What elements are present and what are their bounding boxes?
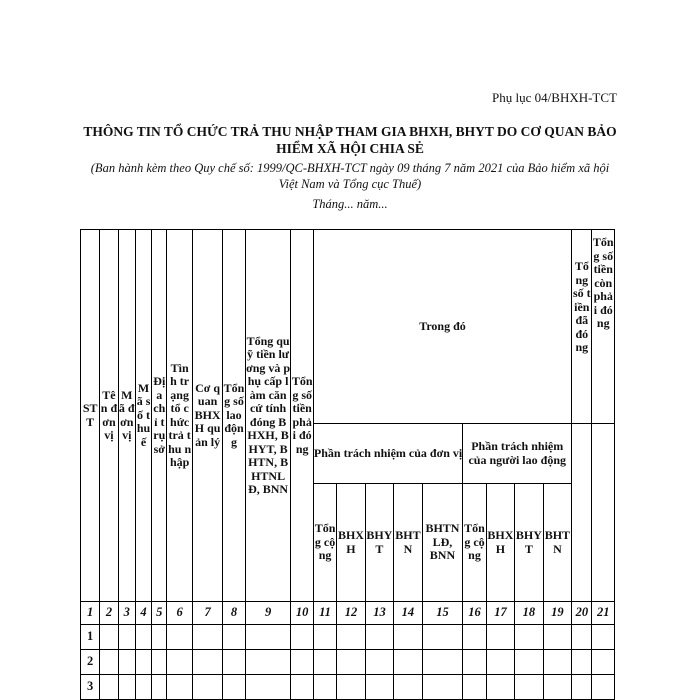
column-number: 19 [543, 602, 572, 625]
column-number: 17 [486, 602, 514, 625]
column-number: 10 [291, 602, 313, 625]
contribution-table [80, 229, 615, 700]
row-number: 3 [81, 675, 100, 700]
column-number: 3 [118, 602, 135, 625]
column-number: 15 [422, 602, 463, 625]
header-tong-so-tien-phai-dong: Tổng số tiền phải đóng [291, 230, 313, 602]
header-tong-so-tien-da-dong: Tổng số tiền đã đóng [572, 230, 592, 424]
column-number: 11 [313, 602, 336, 625]
header-tong-so-lao-dong: Tổng số lao động [223, 230, 245, 602]
column-number: 20 [572, 602, 592, 625]
column-number: 13 [365, 602, 393, 625]
header-stt: STT [81, 230, 100, 602]
reporting-period: Tháng... năm... [312, 197, 388, 211]
document-title: THÔNG TIN TỔ CHỨC TRẢ THU NHẬP THAM GIA BHXH, BHYT DO CƠ QUAN BẢO HIỂM XÃ HỘI CHIA SẺ [83, 124, 617, 156]
column-number: 21 [592, 602, 615, 625]
column-number: 8 [223, 602, 245, 625]
header-dia-chi-tru-so: Địa chỉ trụ sở [152, 230, 167, 602]
row-number: 2 [81, 650, 100, 675]
header-blank-20 [572, 424, 592, 602]
header-tong-quy-tien-luong: Tổng quỹ tiền lương và phụ cấp làm căn cứ tính đóng BHXH, BHYT, BHTN, BHTNLĐ, BNN [245, 230, 291, 602]
column-number: 12 [337, 602, 365, 625]
column-number: 9 [245, 602, 291, 625]
column-number-row [81, 602, 615, 625]
header-don-vi-bhtnld-bnn: BHTN LĐ, BNN [422, 484, 463, 602]
column-number: 16 [463, 602, 486, 625]
header-ten-don-vi: Tên đơn vị [100, 230, 118, 602]
header-don-vi-bhxh: BHXH [337, 484, 365, 602]
column-number: 2 [100, 602, 118, 625]
header-phan-don-vi: Phần trách nhiệm của đơn vị [313, 424, 462, 484]
header-nld-bhyt: BHYT [515, 484, 543, 602]
table-row [81, 625, 615, 650]
header-ma-so-thue: Mã số thuế [135, 230, 151, 602]
table-row [81, 675, 615, 700]
column-number: 7 [192, 602, 223, 625]
header-nld-bhtn: BHTN [543, 484, 572, 602]
header-don-vi-bhyt: BHYT [365, 484, 393, 602]
column-number: 5 [152, 602, 167, 625]
column-number: 6 [167, 602, 192, 625]
header-nld-bhxh: BHXH [486, 484, 514, 602]
document-subtitle: (Ban hành kèm theo Quy chế số: 1999/QC-BHXH-TCT ngày 09 tháng 7 năm 2021 của Bảo hiểm xã hội Việt Nam và Tổng cục Thuế) [90, 161, 610, 191]
column-number: 18 [515, 602, 543, 625]
header-tong-so-tien-con-phai-dong: Tổng số tiền còn phải đóng [592, 230, 615, 424]
column-number: 1 [81, 602, 100, 625]
header-trong-do: Trong đó [313, 230, 571, 424]
appendix-label: Phụ lục 04/BHXH-TCT [492, 90, 617, 105]
header-ma-don-vi: Mã đơn vị [118, 230, 135, 602]
column-number: 14 [394, 602, 422, 625]
header-phan-nguoi-lao-dong: Phần trách nhiệm của người lao động [463, 424, 572, 484]
table-row [81, 650, 615, 675]
column-number: 4 [135, 602, 151, 625]
header-don-vi-bhtn: BHTN [394, 484, 422, 602]
row-number: 1 [81, 625, 100, 650]
header-tinh-trang: Tình trạng tổ chức trả thu nhập [167, 230, 192, 602]
header-co-quan-bhxh: Cơ quan BHXH quản lý [192, 230, 223, 602]
header-nld-tong-cong: Tổng cộng [463, 484, 486, 602]
header-don-vi-tong-cong: Tổng cộng [313, 484, 336, 602]
header-blank-21 [592, 424, 615, 602]
